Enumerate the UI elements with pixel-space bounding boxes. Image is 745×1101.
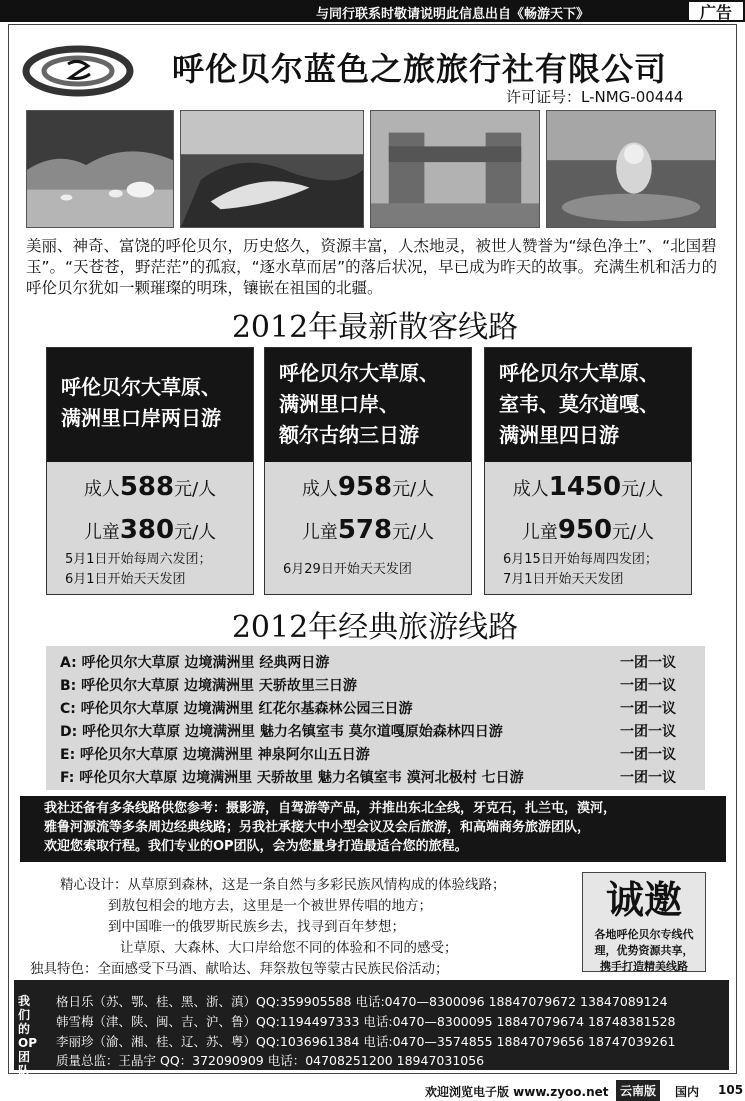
package-title bbox=[265, 348, 471, 462]
invitation-line: 携手打造精美线路 bbox=[600, 960, 688, 973]
highlight-line: 精心设计：从草原到森林，这是一条自然与多彩民族风情构成的体验线路； bbox=[60, 877, 506, 893]
departure-note: 6月15日开始每周四发团； bbox=[503, 552, 658, 567]
child-price: 儿童578元/人 bbox=[301, 515, 435, 545]
license-number: 许可证号：L-NMG-00444 bbox=[506, 88, 684, 106]
highlight-line: 独具特色：全面感受下马酒、献哈达、拜祭敖包等蒙古民族民俗活动； bbox=[30, 961, 449, 977]
departure-note: 6月29日开始天天发团 bbox=[283, 562, 412, 577]
notice-line: 雅鲁河源流等多条周边经典线路；另我社承接大中小型会议及会后旅游，和高端商务旅游团队， bbox=[44, 820, 591, 835]
contact-row: 韩雪梅（津、陕、闽、吉、沪、鲁）QQ:1194497333 电话:0470—8300095 18847079674 18748381528 bbox=[56, 1014, 676, 1029]
child-price: 儿童380元/人 bbox=[83, 515, 217, 545]
invitation-line: 理，优势资源共享， bbox=[594, 944, 694, 957]
banner-text: 与同行联系时敬请说明此信息出自《畅游天下》 bbox=[316, 7, 590, 22]
footer-welcome: 欢迎浏览电子版 www.zyoo.net bbox=[425, 1085, 609, 1099]
invitation-title: 诚邀 bbox=[605, 878, 682, 922]
package-title-line: 满洲里四日游 bbox=[499, 423, 619, 447]
package-title bbox=[47, 348, 253, 462]
package-title-line: 呼伦贝尔大草原、 bbox=[61, 375, 221, 399]
section-title-classic-routes: 2012年经典旅游线路 bbox=[231, 610, 519, 645]
photo-river bbox=[180, 110, 364, 228]
list-item: A: 呼伦贝尔大草原 边境满洲里 经典两日游 一团一议 bbox=[60, 655, 676, 671]
intro-paragraph: 美丽、神奇、富饶的呼伦贝尔，历史悠久，资源丰富，人杰地灵，被世人赞誉为“绿色净土”、“北国碧玉”。“天苍苍，野茫茫”的孤寂，“逐水草而居”的落后状况，早已成为昨天的故事。充满生机和活力的呼伦贝尔犹如一颗璀璨的明珠，镶嵌在祖国的北疆。 bbox=[26, 237, 718, 297]
invitation-line: 各地呼伦贝尔专线代 bbox=[594, 928, 694, 941]
package-title-line: 呼伦贝尔大草原、 bbox=[499, 361, 659, 385]
package-title-line: 室韦、莫尔道嘎、 bbox=[499, 392, 659, 416]
footer-brand: 云南版 bbox=[616, 1080, 660, 1101]
package-card-two-day bbox=[46, 347, 254, 595]
contact-panel bbox=[14, 980, 729, 1078]
list-item: D: 呼伦贝尔大草原 边境满洲里 魅力名镇室韦 莫尔道嘎原始森林四日游 一团一议 bbox=[60, 724, 676, 740]
contact-row: 质量总监：王晶宇 QQ：372090909 电话：04708251200 18947031056 bbox=[56, 1053, 485, 1068]
page-number: 105 bbox=[718, 1083, 744, 1097]
company-name: 呼伦贝尔蓝色之旅旅行社有限公司 bbox=[172, 50, 668, 88]
services-notice bbox=[20, 796, 726, 862]
package-title bbox=[485, 348, 691, 462]
highlight-line: 到中国唯一的俄罗斯民族乡去，找寻到百年梦想； bbox=[108, 919, 405, 935]
route-highlights bbox=[30, 875, 580, 980]
child-price: 儿童950元/人 bbox=[521, 515, 655, 545]
contact-row: 李丽珍（渝、湘、桂、辽、苏、粤）QQ:1036961384 电话:0470—3574855 18847079656 18747039261 bbox=[56, 1034, 676, 1049]
package-title-line: 满洲里口岸两日游 bbox=[61, 406, 221, 430]
photo-yurts bbox=[26, 110, 174, 228]
photo-border-gate bbox=[370, 110, 540, 228]
list-item: C: 呼伦贝尔大草原 边境满洲里 红花尔基森林公园三日游 一团一议 bbox=[60, 701, 676, 717]
package-card-four-day bbox=[484, 347, 692, 595]
package-title-line: 呼伦贝尔大草原、 bbox=[279, 361, 439, 385]
adult-price: 成人1450元/人 bbox=[512, 472, 664, 502]
adult-price: 成人588元/人 bbox=[83, 472, 217, 502]
invitation-box bbox=[582, 872, 706, 972]
highlight-line: 到敖包相会的地方去，这里是一个被世界传唱的地方； bbox=[108, 898, 432, 914]
section-title-new-routes: 2012年最新散客线路 bbox=[231, 310, 519, 345]
list-item: F: 呼伦贝尔大草原 边境满洲里 天骄故里 魅力名镇室韦 漠河北极村 七日游 一团一议 bbox=[60, 770, 676, 786]
list-item: E: 呼伦贝尔大草原 边境满洲里 神泉阿尔山五日游 一团一议 bbox=[60, 747, 676, 763]
package-title-line: 满洲里口岸、 bbox=[279, 392, 399, 416]
departure-note: 5月1日开始每周六发团； bbox=[65, 552, 212, 567]
team-label: 我们的OP团队 bbox=[18, 994, 37, 1078]
highlight-line: 让草原、大森林、大口岸给您不同的体验和不同的感受； bbox=[120, 940, 458, 956]
contact-row: 格日乐（苏、鄂、桂、黑、浙、滇）QQ:359905588 电话:0470—8300096 18847079672 13847089124 bbox=[56, 994, 668, 1009]
package-card-three-day bbox=[264, 347, 472, 595]
package-title-line: 额尔古纳三日游 bbox=[279, 423, 419, 447]
departure-note: 7月1日开始天天发团 bbox=[503, 572, 624, 587]
top-banner bbox=[0, 0, 745, 22]
page-footer bbox=[0, 1080, 745, 1100]
photo-matryoshka bbox=[546, 110, 716, 228]
list-item: B: 呼伦贝尔大草原 边境满洲里 天骄故里三日游 一团一议 bbox=[60, 678, 676, 694]
departure-note: 6月1日开始天天发团 bbox=[65, 572, 186, 587]
notice-line: 我社还备有多条线路供您参考：摄影游，自驾游等产品，并推出东北全线，牙克石，扎兰屯，漠河， bbox=[44, 801, 617, 816]
company-logo bbox=[22, 40, 134, 102]
classic-routes-list bbox=[46, 646, 705, 790]
notice-line: 欢迎您索取行程。我们专业的OP团队，会为您量身打造最适合您的旅程。 bbox=[44, 839, 468, 854]
adult-price: 成人958元/人 bbox=[301, 472, 435, 502]
footer-section: 国内 bbox=[675, 1085, 700, 1099]
ad-label: 广告 bbox=[687, 0, 745, 22]
